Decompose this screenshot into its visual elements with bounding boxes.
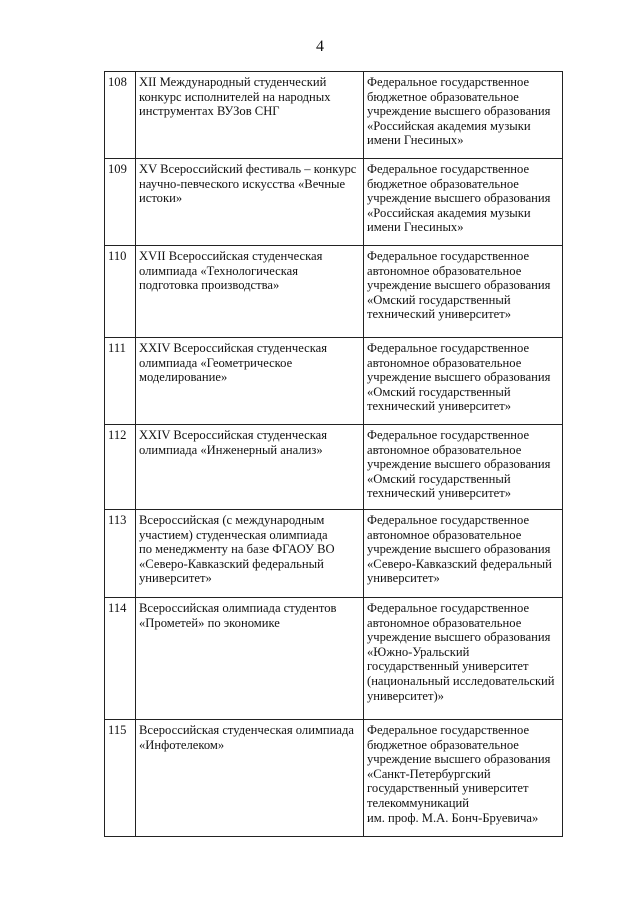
table-row (105, 510, 563, 598)
row-number: 115 (105, 720, 136, 837)
organizer-cell (364, 598, 563, 720)
organizer-name: Федеральное государственное автономное образовательное учреждение высшего образования «Омский государственный технический университет» (367, 341, 551, 414)
organizer-cell (364, 425, 563, 510)
event-title: Всероссийская студенческая олимпиада «Инфотелеком» (139, 723, 354, 752)
organizer-cell (364, 338, 563, 425)
event-title: XV Всероссийский фестиваль – конкурс научно-певческого искусства «Вечные истоки» (139, 162, 357, 206)
organizer-cell (364, 720, 563, 837)
row-number: 109 (105, 159, 136, 246)
event-title-cell (136, 246, 364, 338)
event-title-cell (136, 720, 364, 837)
row-number: 110 (105, 246, 136, 338)
events-table (104, 71, 563, 837)
event-title-cell (136, 425, 364, 510)
organizer-cell (364, 159, 563, 246)
event-title: XVII Всероссийская студенческая олимпиада «Технологическая подготовка производства» (139, 249, 323, 293)
event-title-cell (136, 510, 364, 598)
organizer-name: Федеральное государственное автономное образовательное учреждение высшего образования «Южно-Уральский государственный университет (национальный исследовательский университет)» (367, 601, 555, 703)
page-number: 4 (316, 38, 324, 55)
organizer-name: Федеральное государственное автономное образовательное учреждение высшего образования «Северо-Кавказский федеральный университет» (367, 513, 552, 586)
table-row (105, 598, 563, 720)
event-title: Всероссийская (с международным участием) студенческая олимпиада по менеджменту на базе ФГАОУ ВО «Северо-Кавказский федеральный университет» (139, 513, 335, 586)
organizer-name: Федеральное государственное бюджетное образовательное учреждение высшего образования «Санкт-Петербургский государственный университет телекоммуникаций им. проф. М.А. Бонч-Бруевича» (367, 723, 551, 825)
organizer-cell (364, 510, 563, 598)
table-row (105, 246, 563, 338)
table-row (105, 338, 563, 425)
table-row (105, 72, 563, 159)
event-title: XXIV Всероссийская студенческая олимпиада «Инженерный анализ» (139, 428, 328, 457)
organizer-name: Федеральное государственное автономное образовательное учреждение высшего образования «Омский государственный технический университет» (367, 249, 551, 322)
row-number: 111 (105, 338, 136, 425)
event-title-cell (136, 598, 364, 720)
table-row (105, 425, 563, 510)
organizer-cell (364, 72, 563, 159)
event-title-cell (136, 159, 364, 246)
event-title-cell (136, 338, 364, 425)
row-number: 112 (105, 425, 136, 510)
table-row (105, 159, 563, 246)
table-row (105, 720, 563, 837)
organizer-name: Федеральное государственное автономное образовательное учреждение высшего образования «Омский государственный технический университет» (367, 428, 551, 501)
organizer-name: Федеральное государственное бюджетное образовательное учреждение высшего образования «Российская академия музыки имени Гнесиных» (367, 75, 551, 148)
organizer-name: Федеральное государственное бюджетное образовательное учреждение высшего образования «Российская академия музыки имени Гнесиных» (367, 162, 551, 235)
row-number: 114 (105, 598, 136, 720)
event-title: XXIV Всероссийская студенческая олимпиада «Геометрическое моделирование» (139, 341, 328, 385)
event-title-cell (136, 72, 364, 159)
events-table-body (105, 72, 563, 837)
event-title: XII Международный студенческий конкурс исполнителей на народных инструментах ВУЗов СНГ (139, 75, 331, 119)
row-number: 108 (105, 72, 136, 159)
row-number: 113 (105, 510, 136, 598)
event-title: Всероссийская олимпиада студентов «Прометей» по экономике (139, 601, 337, 630)
organizer-cell (364, 246, 563, 338)
